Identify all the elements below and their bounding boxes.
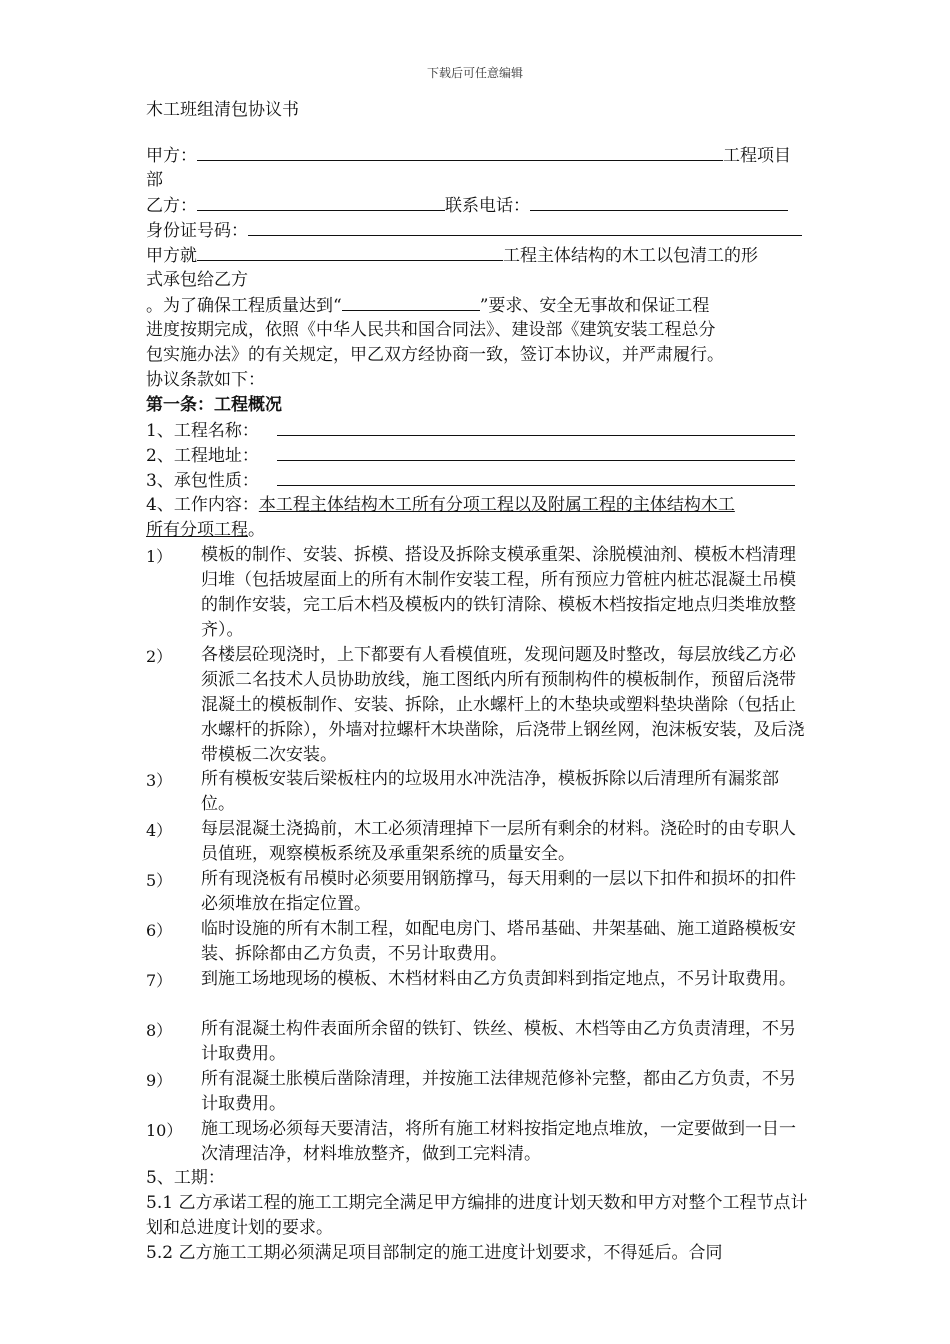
item-number: 8）: [146, 1021, 173, 1040]
item-number: 2）: [146, 647, 173, 666]
project-blank: [197, 243, 503, 261]
item-text: 到施工场地现场的模板、木档材料由乙方负责卸料到指定地点，不另计取费用。: [201, 969, 796, 989]
party-b-blank: [197, 193, 445, 211]
section-5-heading: 5、工期：: [146, 1168, 225, 1188]
intro-line-4: 进度按期完成，依照《中华人民共和国合同法》、建设部《建筑安装工程总分: [146, 320, 716, 340]
quality-blank: [342, 293, 480, 311]
clause-5-1: 5.1 乙方承诺工程的施工工期完全满足甲方编排的进度计划天数和甲方对整个工程节点计划和总进度计划的要求。: [146, 1193, 808, 1238]
field-2-label: 2、工程地址：: [146, 446, 259, 466]
item-number: 4）: [146, 821, 173, 840]
article-1-heading: 第一条：工程概况: [146, 395, 282, 415]
item-text: 所有现浇板有吊模时必须要用钢筋撑马，每天用剩的一层以下扣件和损坏的扣件必须堆放在指定位置。: [201, 869, 796, 914]
field-4-text2: 所有分项工程: [146, 520, 248, 540]
intro-d2: ”要求、安全无事故和保证工程: [479, 296, 710, 316]
field-work-content: [146, 493, 735, 517]
field-3-label: 3、承包性质：: [146, 471, 259, 491]
item-number: 5）: [146, 871, 173, 890]
field-4-end: 。: [248, 520, 265, 540]
field-4-label: 4、工作内容：: [146, 495, 259, 515]
party-a-suffix: 工程项目: [723, 146, 791, 166]
intro-line-5: 包实施办法》的有关规定，甲乙双方经协商一致，签订本协议，并严肃履行。: [146, 345, 724, 365]
document-title: 木工班组清包协议书: [146, 100, 299, 120]
field-1-blank: [277, 418, 795, 436]
item-number: 6）: [146, 921, 173, 940]
field-1-label: 1、工程名称：: [146, 421, 259, 441]
party-a-blank: [197, 143, 723, 161]
id-label: 身份证号码：: [146, 221, 248, 241]
item-number: 9）: [146, 1071, 173, 1090]
field-contract-nature: [146, 468, 795, 493]
field-project-address: [146, 443, 795, 468]
item-number: 10）: [146, 1121, 183, 1140]
field-project-name: [146, 418, 795, 443]
clause-5-2: 5.2 乙方施工工期必须满足项目部制定的施工进度计划要求，不得延后。合同: [146, 1243, 723, 1263]
field-4-text: 本工程主体结构木工所有分项工程以及附属工程的主体结构木工: [258, 495, 735, 515]
party-b-line: [146, 193, 788, 218]
id-line: [146, 218, 802, 243]
phone-label: 联系电话：: [445, 196, 530, 216]
intro-a: 甲方就: [146, 246, 197, 266]
item-text: 施工现场必须每天要清洁，将所有施工材料按指定地点堆放，一定要做到一日一次清理洁净，材料堆放整齐，做到工完料清。: [201, 1119, 796, 1164]
field-work-content-cont: [146, 518, 265, 542]
item-number: 3）: [146, 771, 173, 790]
item-number: 1）: [146, 547, 173, 566]
intro-line-2: 式承包给乙方: [146, 270, 248, 290]
item-text: 各楼层砼现浇时，上下都要有人看模值班，发现问题及时整改，每层放线乙方必须派二名技术人员协助放线，施工图纸内所有预制构件的模板制作，预留后浇带混凝土的模板制作、安装、拆除，止水螺杆上的木垫块或塑料垫块凿除（包括止水螺杆的拆除），外墙对拉螺杆木块凿除，后浇带上钢丝网，泡沫板安装，及后浇带模板二次安装。: [201, 645, 805, 765]
header-note: 下载后可任意编辑: [426, 66, 523, 80]
party-a-line: [146, 143, 791, 168]
field-2-blank: [277, 443, 795, 461]
party-a-label: 甲方：: [146, 146, 197, 166]
item-text: 所有模板安装后梁板柱内的垃圾用水冲洗洁净，模板拆除以后清理所有漏浆部位。: [201, 769, 779, 814]
intro-line-1: [146, 243, 758, 268]
party-a-suffix-line: 部: [146, 170, 163, 190]
item-number: 7）: [146, 971, 173, 990]
intro-b: 工程主体结构的木工以包清工的形: [503, 246, 758, 266]
item-text: 临时设施的所有木制工程，如配电房门、塔吊基础、井架基础、施工道路模板安装、拆除都由乙方负责，不另计取费用。: [201, 919, 796, 964]
intro-d1: 。为了确保工程质量达到“: [146, 296, 342, 316]
item-text: 所有混凝土胀模后凿除清理，并按施工法律规范修补完整，都由乙方负责，不另计取费用。: [201, 1069, 796, 1114]
item-text: 所有混凝土构件表面所余留的铁钉、铁丝、模板、木档等由乙方负责清理，不另计取费用。: [201, 1019, 796, 1064]
field-3-blank: [277, 468, 795, 486]
phone-blank: [530, 193, 788, 211]
id-blank: [248, 218, 802, 236]
intro-line-3: [146, 293, 709, 318]
item-text: 每层混凝土浇捣前，木工必须清理掉下一层所有剩余的材料。浇砼时的由专职人员值班，观察模板系统及承重架系统的质量安全。: [201, 819, 796, 864]
intro-line-6: 协议条款如下：: [146, 370, 265, 390]
item-text: 模板的制作、安装、拆模、搭设及拆除支模承重架、涂脱模油剂、模板木档清理归堆（包括坡屋面上的所有木制作安装工程，所有预应力管桩内桩芯混凝土吊模的制作安装，完工后木档及模板内的铁钉清除、模板木档按指定地点归类堆放整齐）。: [201, 545, 796, 640]
party-b-label: 乙方：: [146, 196, 197, 216]
